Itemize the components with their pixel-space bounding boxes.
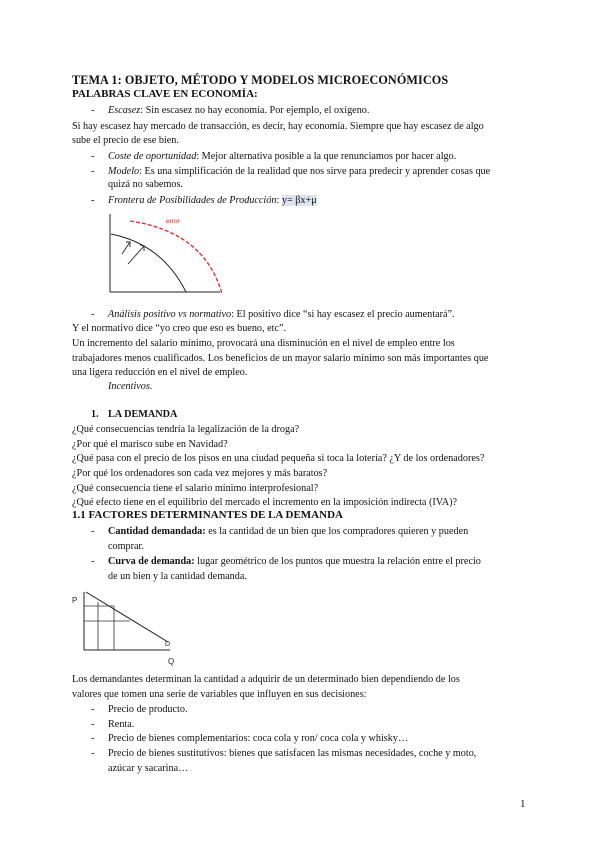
curva-item [108, 555, 481, 568]
bullet-dash: - [91, 195, 95, 206]
bullet-dash: - [91, 556, 95, 567]
factor-item: Renta. [108, 719, 135, 730]
demand-figure [70, 588, 190, 666]
coste-text: : Mejor alternativa posible a la que renunciamos por hacer algo. [196, 151, 457, 162]
analisis-term: Análisis positivo vs normativo [108, 309, 232, 320]
frontera-item [108, 194, 317, 207]
factor-continuation: azúcar y sacarina… [108, 763, 189, 774]
bullet-dash: - [91, 309, 95, 320]
modelo-text: : Es una simplificación de la realidad que nos sirve para predecir y aprender cosas que [139, 166, 491, 177]
question-line: ¿Por qué el marisco sube en Navidad? [72, 439, 228, 450]
analisis-text: : El positivo dice “si hay escasez el precio aumentará”. [231, 309, 455, 320]
curva-text: lugar geométrico de los puntos que muestra la relación entre el precio [194, 556, 481, 567]
cantidad-item [108, 525, 468, 538]
demand-p-label: P [72, 596, 78, 605]
ppf-black-curve [111, 234, 186, 292]
incentivos-line: Incentivos. [108, 381, 153, 392]
factor-item: Precio de bienes complementarios: coca cola y ron/ coca cola y whisky… [108, 733, 409, 744]
curva-term: Curva de demanda: [108, 556, 195, 567]
bullet-dash: - [91, 704, 95, 715]
keywords-heading: PALABRAS CLAVE EN ECONOMÍA: [72, 88, 258, 100]
frontera-sep: : [276, 195, 282, 206]
demand-q-label: Q [168, 657, 175, 666]
question-line: ¿Qué consecuencia tiene el salario mínimo interprofesional? [72, 483, 319, 494]
ppf-arrow-1 [122, 242, 130, 254]
analisis-item [108, 308, 455, 321]
page-number: 1 [520, 798, 526, 810]
frontera-formula: y= βx+μ [281, 195, 317, 206]
section-number: 1. [91, 409, 99, 420]
question-line: ¿Qué efecto tiene en el equilibrio del mercado el incremento en la imposición indirecta (IVA)? [72, 497, 458, 508]
factor-item: Precio de bienes sustitutivos: bienes que satisfacen las mismas necesidades, coche y moto, [108, 748, 477, 759]
subsection-heading: 1.1 FACTORES DETERMINANTES DE LA DEMANDA [72, 509, 343, 521]
curva-line2: de un bien y la cantidad demanda. [108, 571, 247, 582]
bullet-dash: - [91, 105, 95, 116]
modelo-line2: quizá no sabemos. [108, 179, 183, 190]
demand-d-label: D [165, 641, 171, 648]
frontera-term: Frontera de Posibilidades de Producción [108, 195, 277, 206]
modelo-item [108, 165, 490, 178]
paragraph-line: una ligera reducción en el nivel de empleo. [72, 367, 248, 378]
escasez-term: Escasez [108, 105, 141, 116]
modelo-term: Modelo [108, 166, 140, 177]
question-line: ¿Qué consecuencias tendría la legalización de la droga? [72, 424, 300, 435]
paragraph-line: Los demandantes determinan la cantidad a adquirir de un determinado bien dependiendo de los [72, 674, 460, 685]
escasez-text: : Sin escasez no hay economía. Por ejemplo, el oxígeno. [140, 105, 370, 116]
ppf-red-curve [130, 221, 222, 294]
page-title: TEMA 1: OBJETO, MÉTODO Y MODELOS MICROECONÓMICOS [72, 73, 449, 87]
escasez-item [108, 104, 369, 117]
bullet-dash: - [91, 733, 95, 744]
paragraph-line: Si hay escasez hay mercado de transacción, es decir, hay economía. Siempre que hay escasez de algo [72, 121, 484, 132]
question-line: ¿Qué pasa con el precio de los pisos en una ciudad pequeña si toca la lotería? ¿Y de los ordenadores? [72, 453, 485, 464]
paragraph-line: Un incremento del salario mínimo, provocará una disminución en el nivel de empleo entre los [72, 338, 455, 349]
coste-term: Coste de oportunidad [108, 151, 197, 162]
paragraph-line: trabajadores menos cualificados. Los beneficios de un mayor salario mínimo son más importantes que [72, 353, 489, 364]
ppf-figure [100, 212, 280, 302]
paragraph-line: sube el precio de ese bien. [72, 135, 179, 146]
bullet-dash: - [91, 526, 95, 537]
bullet-dash: - [91, 748, 95, 759]
paragraph-line: valores que tomen una serie de variables que influyen en sus decisiones: [72, 689, 367, 700]
ppf-arrow-2 [128, 245, 144, 264]
bullet-dash: - [91, 719, 95, 730]
bullet-dash: - [91, 166, 95, 177]
cantidad-text: es la cantidad de un bien que los compradores quieren y pueden [205, 526, 469, 537]
section-title: LA DEMANDA [108, 409, 178, 420]
factor-item: Precio de producto. [108, 704, 188, 715]
cantidad-line2: comprar. [108, 541, 144, 552]
cantidad-term: Cantidad demandada: [108, 526, 206, 537]
question-line: ¿Por qué los ordenadores son cada vez mejores y más baratos? [72, 468, 328, 479]
bullet-dash: - [91, 151, 95, 162]
paragraph-line: Y el normativo dice “yo creo que eso es bueno, etc”. [72, 323, 287, 334]
ppf-error-label: error [166, 218, 180, 225]
coste-item [108, 150, 456, 163]
